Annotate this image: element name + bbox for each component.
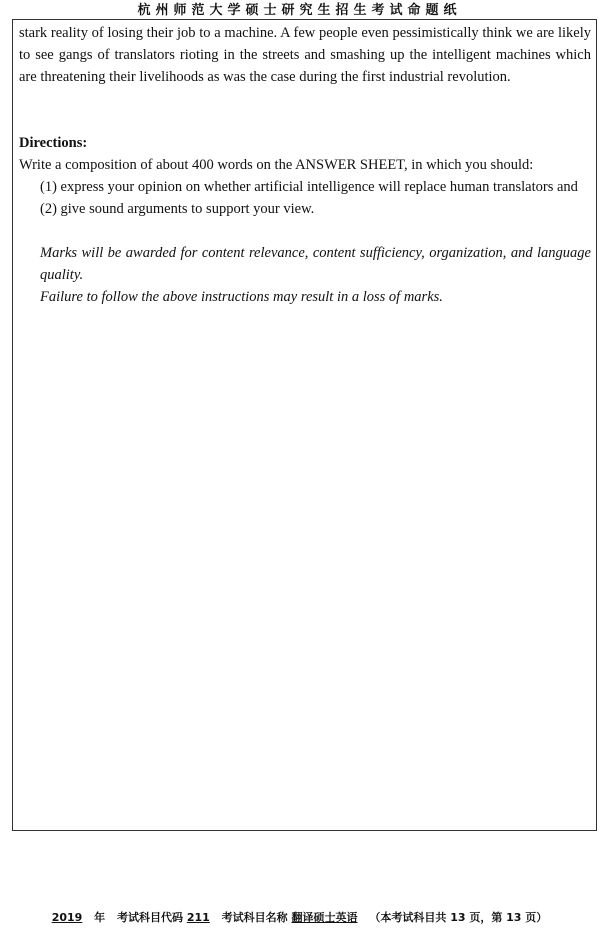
exam-paper-title: 杭州师范大学硕士研究生招生考试命题纸 (137, 3, 462, 18)
directions-heading: Directions: (19, 135, 88, 151)
footer-code-value: 211 (186, 911, 210, 924)
failure-note: Failure to follow the above instructions may result in a loss of marks. (40, 289, 443, 305)
spacer (19, 220, 591, 242)
directions-instruction: Write a composition of about 400 words on the ANSWER SHEET, in which you should: (19, 157, 534, 173)
question-content (19, 22, 591, 308)
footer-year: 2019 (51, 911, 83, 924)
passage-continuation: stark reality of losing their job to a machine. A few people even pessimistically think we are likely to see gangs of translators rioting in the streets and smashing up the intelligent machines which are threatening their livelihoods as was the case during the first industrial revolution. (19, 25, 591, 85)
spacer (19, 88, 591, 132)
page-footer (0, 911, 599, 925)
directions-item-1: (1) express your opinion on whether artificial intelligence will replace human translators and (40, 179, 578, 195)
directions-item-2: (2) give sound arguments to support your view. (40, 201, 315, 217)
footer-pages-note: （本考试科目共 13 页，第 13 页） (369, 911, 548, 924)
footer-name-label: 考试科目名称 (221, 911, 288, 924)
marks-note: Marks will be awarded for content relevance, content sufficiency, organization, and language quality. (40, 245, 591, 283)
footer-code-label: 考试科目代码 (117, 911, 184, 924)
footer-name-value: 翻译硕士英语 (291, 911, 358, 924)
footer-year-suffix: 年 (94, 911, 106, 924)
